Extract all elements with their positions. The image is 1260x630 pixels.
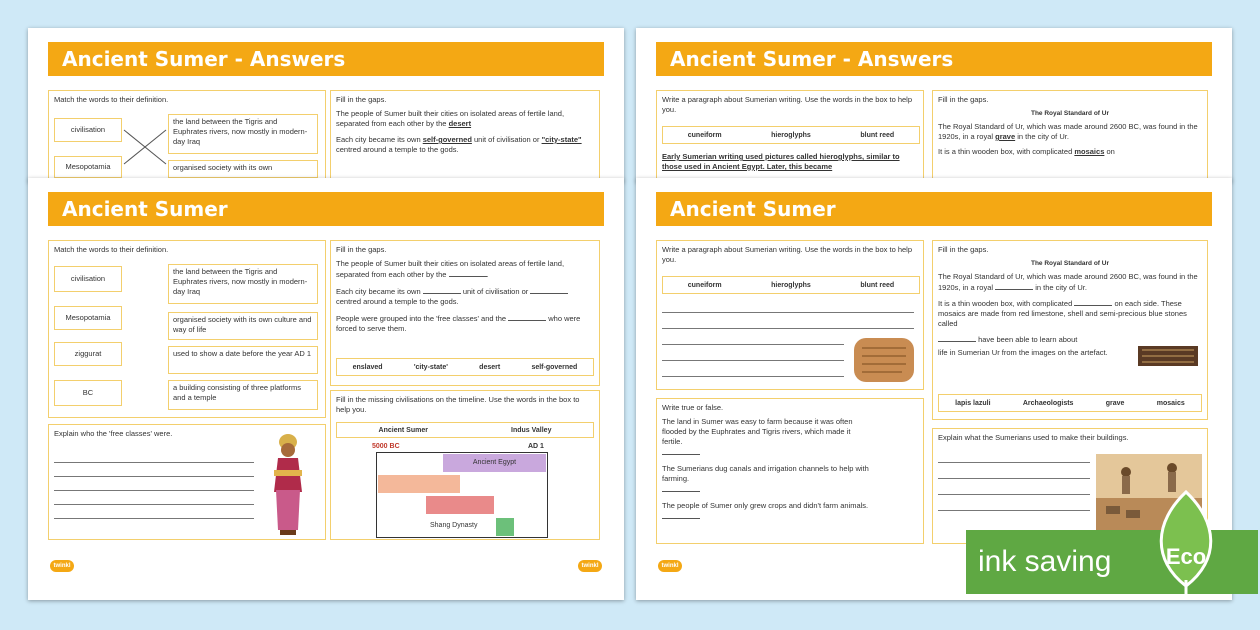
fill-text: It is a thin wooden box, with complicated on each side. These mosaics are made from red limestone, shell and semi-precious blue stones called: [938, 299, 1187, 328]
definition-box: a building consisting of three platforms and a temple: [168, 380, 318, 410]
answer-line: [938, 494, 1090, 495]
answer-line: [54, 462, 254, 463]
fill-text: life in Sumerian Ur from the images on the artefact.: [938, 348, 1108, 357]
fill-text: Each city became its own unit of civilisation or centred around a temple to the gods.: [336, 286, 594, 307]
answer: "city-state": [541, 135, 582, 144]
bank-word: hieroglyphs: [771, 281, 811, 289]
answer-line: [662, 344, 844, 345]
bank-word: lapis lazuli: [955, 399, 991, 407]
true-false-panel: [656, 398, 924, 544]
timeline-bar-egypt: Ancient Egypt: [443, 454, 546, 472]
answer-line: [662, 376, 844, 377]
sheet-title: Ancient Sumer - Answers: [656, 42, 1212, 76]
match-lines: [122, 120, 168, 174]
fill-text: Each city became its own self-governed unit of civilisation or "city-state" centred around a temple to the gods.: [336, 135, 582, 154]
timeline-end-label: AD 1: [528, 443, 544, 450]
bank-word: Ancient Sumer: [378, 426, 428, 434]
eco-label: Eco: [1165, 544, 1207, 569]
fill-panel: [932, 240, 1208, 420]
sheet-front-left: [28, 178, 624, 600]
answer-line: [662, 360, 844, 361]
definition-box: organised society with its own: [168, 160, 318, 178]
panel-title: Fill in the gaps.: [938, 95, 989, 104]
sumerian-figure-image: [268, 430, 308, 538]
answer: self-governed: [422, 135, 472, 144]
word-bank: [662, 276, 920, 294]
answer-line: [662, 312, 914, 313]
fill-text: The Royal Standard of Ur, which was made around 2600 BC, was found in the 1920s, in a royal grave in the city of Ur.: [938, 122, 1198, 141]
answer-line: [54, 504, 254, 505]
fill-text: The Royal Standard of Ur, which was made around 2600 BC, was found in the 1920s, in a royal in the city of Ur.: [938, 272, 1198, 292]
royal-standard-image: [1136, 342, 1200, 370]
definition-box: the land between the Tigris and Euphrates rivers, now mostly in modern-day Iraq: [168, 114, 318, 154]
blank[interactable]: [662, 447, 700, 455]
word-box: BC: [54, 380, 122, 406]
twinkl-logo: twinkl: [50, 560, 74, 572]
tf-statement: The land in Sumer was easy to farm because it was often flooded by the Euphrates and Tigris rivers, which made it fertile.: [662, 417, 853, 446]
definition-box: used to show a date before the year AD 1: [168, 346, 318, 374]
fill-text: People were grouped into the 'free classes' and the who were forced to serve them.: [336, 314, 581, 333]
word-box: civilisation: [54, 118, 122, 142]
panel-title: Write a paragraph about Sumerian writing. Use the words in the box to help you.: [662, 95, 912, 114]
panel-title: Fill in the gaps.: [938, 245, 989, 254]
panel-title: Explain what the Sumerians used to make their buildings.: [938, 433, 1129, 442]
answer: mosaics: [1074, 147, 1105, 156]
fill-text: The people of Sumer built their cities on isolated areas of fertile land, separated from each other by the desert: [336, 109, 565, 128]
word-box: Mesopotamia: [54, 306, 122, 330]
blank[interactable]: [423, 286, 461, 294]
ink-saving-label: ink saving: [978, 545, 1112, 578]
blank[interactable]: [508, 313, 546, 321]
blank[interactable]: [662, 484, 700, 492]
sheet-title: Ancient Sumer: [48, 192, 604, 226]
tf-statement: The people of Sumer only grew crops and didn't farm animals.: [662, 501, 869, 510]
answer-line: [938, 478, 1090, 479]
bank-word: cuneiform: [687, 131, 722, 139]
fill-text: It is a thin wooden box, with complicated mosaics on: [938, 147, 1115, 156]
fill-panel: [932, 90, 1208, 182]
tf-statement: The Sumerians dug canals and irrigation channels to help with farming.: [662, 464, 869, 483]
answer: desert: [448, 119, 472, 128]
word-bank: [662, 126, 920, 144]
word-bank: [336, 422, 594, 438]
panel-title: Match the words to their definition.: [54, 95, 169, 104]
twinkl-logo: twinkl: [658, 560, 682, 572]
answer: grave: [995, 132, 1016, 141]
answer-line: [662, 328, 914, 329]
answer-line: [54, 476, 254, 477]
panel-title: Write a paragraph about Sumerian writing. Use the words in the box to help you.: [662, 245, 912, 264]
timeline-bar-shang-label: Shang Dynasty: [430, 522, 478, 529]
bank-word: self-governed: [531, 363, 578, 371]
timeline-start-label: 5000 BC: [372, 443, 400, 450]
bank-word: mosaics: [1156, 399, 1185, 407]
cuneiform-tablet-image: [852, 336, 916, 384]
panel-title: Fill in the gaps.: [336, 245, 387, 254]
panel-title: Explain who the 'free classes' were.: [54, 429, 173, 438]
panel-title: Fill in the missing civilisations on the timeline. Use the words in the box to help you.: [336, 395, 580, 414]
bank-word: desert: [479, 363, 501, 371]
blank[interactable]: [1074, 298, 1112, 306]
answer-line: [938, 462, 1090, 463]
bank-word: hieroglyphs: [771, 131, 811, 139]
bank-word: cuneiform: [687, 281, 722, 289]
sheet-back-left: [28, 28, 624, 182]
word-box: civilisation: [54, 266, 122, 292]
timeline-bar-blank[interactable]: [426, 496, 494, 514]
word-bank: [336, 358, 594, 376]
bank-word: 'city-state': [413, 363, 448, 371]
answer-line: [54, 518, 254, 519]
answer-line: [54, 490, 254, 491]
panel-title: Write true or false.: [662, 403, 724, 412]
panel-subtitle: The Royal Standard of Ur: [1030, 110, 1109, 117]
bank-word: blunt reed: [860, 281, 895, 289]
blank[interactable]: [995, 282, 1033, 290]
panel-subtitle: The Royal Standard of Ur: [1030, 260, 1109, 267]
word-box: ziggurat: [54, 342, 122, 366]
sheet-back-right: [636, 28, 1232, 182]
blank[interactable]: [530, 286, 568, 294]
timeline-bar-shang: [496, 518, 514, 536]
answer-paragraph: Early Sumerian writing used pictures called hieroglyphs, similar to those used in Ancient Egypt. Later, this became: [662, 152, 900, 171]
panel-title: Fill in the gaps.: [336, 95, 387, 104]
bank-word: enslaved: [352, 363, 383, 371]
sheet-title: Ancient Sumer: [656, 192, 1212, 226]
panel-title: Match the words to their definition.: [54, 245, 169, 254]
timeline-bar-blank[interactable]: [378, 475, 460, 493]
bank-word: Indus Valley: [511, 426, 552, 434]
blank[interactable]: [662, 511, 700, 519]
definition-box: the land between the Tigris and Euphrates rivers, now mostly in modern-day Iraq: [168, 264, 318, 304]
answer-line: [938, 510, 1090, 511]
sheet-title: Ancient Sumer - Answers: [48, 42, 604, 76]
bank-word: grave: [1105, 399, 1125, 407]
fill-text: The people of Sumer built their cities on isolated areas of fertile land, separated from each other by the .: [336, 259, 565, 279]
blank[interactable]: [938, 334, 976, 342]
blank[interactable]: [449, 269, 487, 277]
twinkl-logo: twinkl: [578, 560, 602, 572]
definition-box: organised society with its own culture and way of life: [168, 312, 318, 340]
fill-panel: [330, 90, 600, 182]
bank-word: Archaeologists: [1022, 399, 1074, 407]
fill-text: have been able to learn about: [938, 334, 1134, 345]
bank-word: blunt reed: [860, 131, 895, 139]
word-bank: [938, 394, 1202, 412]
word-box: Mesopotamia: [54, 156, 122, 178]
